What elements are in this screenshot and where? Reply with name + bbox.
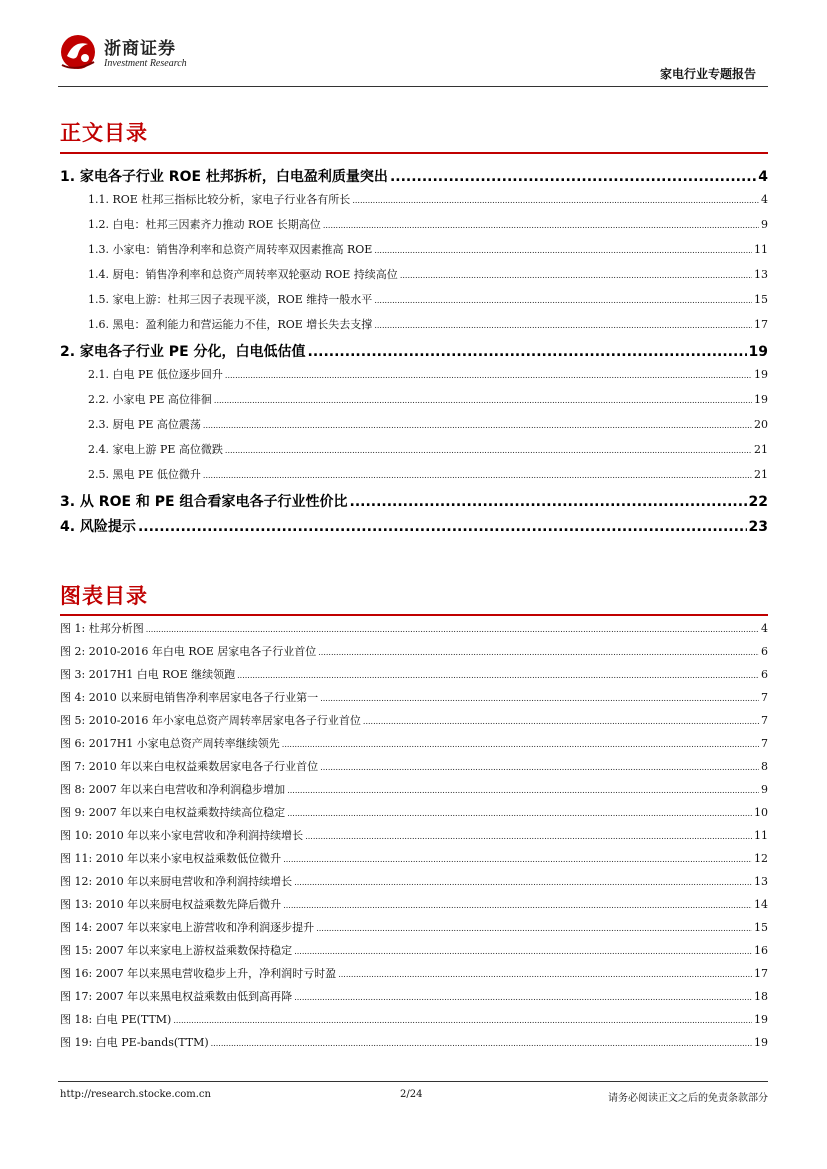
dot-leader [316,924,752,933]
figure-entry[interactable] [60,850,768,873]
figure-entry[interactable] [60,712,768,735]
toc-entry[interactable] [60,266,768,291]
toc-entry-page: 20 [754,418,768,431]
figure-entry[interactable] [60,873,768,896]
toc-entry-page: 11 [754,243,768,256]
figure-entry[interactable] [60,988,768,1011]
figure-entry-page: 11 [754,829,768,842]
dot-leader [287,809,752,818]
figure-entry-title: 图 7: 2010 年以来白电权益乘数居家电各子行业首位 [60,760,319,773]
figure-entry-title: 图 17: 2007 年以来黑电权益乘数由低到高再降 [60,990,293,1003]
toc-list [60,166,768,541]
dot-leader [294,993,752,1002]
figure-entry[interactable] [60,758,768,781]
dot-leader [352,196,759,205]
toc-entry-page: 17 [754,318,768,331]
toc-title: 正文目录 [60,121,148,145]
figures-title: 图表目录 [60,584,148,608]
dot-leader [225,371,752,380]
dot-leader [287,786,759,795]
figure-entry-title: 图 3: 2017H1 白电 ROE 继续领跑 [60,668,236,681]
footer-disclaimer: 请务必阅读正文之后的免责条款部分 [608,1093,768,1104]
footer-url[interactable]: http://research.stocke.com.cn [60,1089,211,1100]
toc-entry-title: 4. 风险提示 [60,519,136,535]
toc-entry-page: 15 [754,293,768,306]
brand-subtitle: Investment Research [104,58,187,69]
company-logo-icon [58,32,98,72]
figure-entry-page: 6 [761,645,768,658]
figure-entry-page: 19 [754,1013,768,1026]
dot-leader [400,271,752,280]
toc-entry[interactable] [60,516,768,541]
toc-entry[interactable] [60,416,768,441]
toc-entry-title: 2. 家电各子行业 PE 分化，白电低估值 [60,344,306,360]
footer-divider [58,1081,768,1082]
figure-entry-title: 图 14: 2007 年以来家电上游营收和净利润逐步提升 [60,921,315,934]
figure-entry-page: 17 [754,967,768,980]
toc-entry-title: 2.4. 家电上游 PE 高位微跌 [88,443,223,456]
dot-leader [323,221,759,230]
toc-entry-title: 1.1. ROE 杜邦三指标比较分析，家电子行业各有所长 [88,193,351,206]
figure-entry-title: 图 18: 白电 PE(TTM) [60,1013,172,1026]
toc-entry[interactable] [60,391,768,416]
toc-title-underline [60,152,768,154]
dot-leader [225,446,752,455]
figure-entry[interactable] [60,804,768,827]
toc-entry[interactable] [60,341,768,366]
figure-entry-page: 16 [754,944,768,957]
dot-leader [237,671,759,680]
toc-entry-page: 19 [754,393,768,406]
figure-entry-page: 9 [761,783,768,796]
toc-entry-title: 1.5. 家电上游：杜邦三因子表现平淡，ROE 维持一般水平 [88,293,373,306]
dot-leader [173,1016,752,1025]
figure-entry[interactable] [60,735,768,758]
toc-entry-page: 4 [758,169,768,185]
toc-entry-title: 2.5. 黑电 PE 低位微升 [88,468,201,481]
toc-entry[interactable] [60,466,768,491]
toc-entry-title: 2.1. 白电 PE 低位逐步回升 [88,368,223,381]
dot-leader [146,625,759,634]
dot-leader [320,763,759,772]
figure-entry-page: 13 [754,875,768,888]
toc-entry[interactable] [60,191,768,216]
figure-entry-title: 图 11: 2010 年以来小家电权益乘数低位微升 [60,852,282,865]
toc-entry-title: 2.2. 小家电 PE 高位徘徊 [88,393,212,406]
figure-entry-page: 18 [754,990,768,1003]
page-header [58,28,768,88]
dot-leader [294,947,752,956]
dot-leader [305,832,752,841]
figure-entry-page: 8 [761,760,768,773]
figure-entry-page: 4 [761,622,768,635]
figure-entry-title: 图 15: 2007 年以来家电上游权益乘数保持稳定 [60,944,293,957]
figure-entry-page: 7 [761,737,768,750]
toc-entry-page: 19 [748,344,768,360]
figure-entry-page: 7 [761,714,768,727]
figure-entry-title: 图 6: 2017H1 小家电总资产周转率继续领先 [60,737,280,750]
toc-entry-title: 1.4. 厨电：销售净利率和总资产周转率双轮驱动 ROE 持续高位 [88,268,398,281]
figure-entry-page: 12 [754,852,768,865]
dot-leader [203,471,752,480]
figure-entry-title: 图 2: 2010-2016 年白电 ROE 居家电各子行业首位 [60,645,317,658]
toc-entry-page: 23 [748,519,768,535]
header-divider [58,86,768,87]
toc-entry[interactable] [60,291,768,316]
figure-entry-title: 图 1: 杜邦分析图 [60,622,144,635]
figure-entry[interactable] [60,1011,768,1034]
dot-leader [138,519,747,535]
dot-leader [203,421,752,430]
figure-entry[interactable] [60,620,768,643]
figure-entry-title: 图 10: 2010 年以来小家电营收和净利润持续增长 [60,829,304,842]
dot-leader [282,740,759,749]
dot-leader [374,296,752,305]
figure-entry-title: 图 9: 2007 年以来白电权益乘数持续高位稳定 [60,806,286,819]
dot-leader [211,1039,752,1048]
dot-leader [214,396,752,405]
toc-entry[interactable] [60,316,768,341]
dot-leader [350,494,747,510]
figures-list [60,620,768,1057]
dot-leader [374,246,752,255]
toc-entry-title: 1. 家电各子行业 ROE 杜邦拆析，白电盈利质量突出 [60,169,388,185]
figure-entry-page: 7 [761,691,768,704]
toc-entry-title: 1.6. 黑电：盈利能力和营运能力不佳，ROE 增长失去支撑 [88,318,373,331]
dot-leader [294,878,752,887]
dot-leader [320,694,759,703]
figure-entry-title: 图 12: 2010 年以来厨电营收和净利润持续增长 [60,875,293,888]
figure-entry-title: 图 4: 2010 以来厨电销售净利率居家电各子行业第一 [60,691,319,704]
toc-entry-page: 19 [754,368,768,381]
toc-entry-title: 1.3. 小家电：销售净利率和总资产周转率双因素推高 ROE [88,243,373,256]
toc-entry[interactable] [60,491,768,516]
figure-entry-page: 15 [754,921,768,934]
figure-entry-title: 图 5: 2010-2016 年小家电总资产周转率居家电各子行业首位 [60,714,361,727]
toc-entry-page: 9 [761,218,768,231]
toc-entry-page: 4 [761,193,768,206]
toc-entry[interactable] [60,216,768,241]
toc-entry-title: 2.3. 厨电 PE 高位震荡 [88,418,201,431]
toc-entry[interactable] [60,241,768,266]
figure-entry[interactable] [60,896,768,919]
toc-entry[interactable] [60,441,768,466]
figure-entry[interactable] [60,781,768,804]
dot-leader [338,970,752,979]
figure-entry[interactable] [60,689,768,712]
brand-name: 浙商证券 [104,39,176,59]
figure-entry-title: 图 8: 2007 年以来白电营收和净利润稳步增加 [60,783,286,796]
toc-entry-title: 1.2. 白电：杜邦三因素齐力推动 ROE 长期高位 [88,218,321,231]
figure-entry[interactable] [60,919,768,942]
report-title: 家电行业专题报告 [659,67,756,81]
figure-entry-page: 10 [754,806,768,819]
toc-entry-page: 21 [754,443,768,456]
dot-leader [308,344,747,360]
figure-entry-title: 图 16: 2007 年以来黑电营收稳步上升，净利润时亏时盈 [60,967,337,980]
figure-entry[interactable] [60,1034,768,1057]
figure-entry-title: 图 19: 白电 PE-bands(TTM) [60,1036,209,1049]
dot-leader [283,901,752,910]
figure-entry[interactable] [60,965,768,988]
toc-entry[interactable] [60,366,768,391]
figure-entry[interactable] [60,942,768,965]
figure-entry-title: 图 13: 2010 年以来厨电权益乘数先降后微升 [60,898,282,911]
figure-entry-page: 19 [754,1036,768,1049]
toc-entry-page: 21 [754,468,768,481]
figure-entry-page: 6 [761,668,768,681]
page-number: 2/24 [400,1089,423,1100]
dot-leader [390,169,756,185]
figure-entry[interactable] [60,666,768,689]
figures-title-underline [60,614,768,616]
figure-entry[interactable] [60,827,768,850]
toc-entry-page: 13 [754,268,768,281]
dot-leader [363,717,759,726]
dot-leader [283,855,752,864]
toc-entry[interactable] [60,166,768,191]
figure-entry[interactable] [60,643,768,666]
dot-leader [318,648,759,657]
dot-leader [374,321,752,330]
toc-entry-title: 3. 从 ROE 和 PE 组合看家电各子行业性价比 [60,494,348,510]
toc-entry-page: 22 [748,494,768,510]
figure-entry-page: 14 [754,898,768,911]
